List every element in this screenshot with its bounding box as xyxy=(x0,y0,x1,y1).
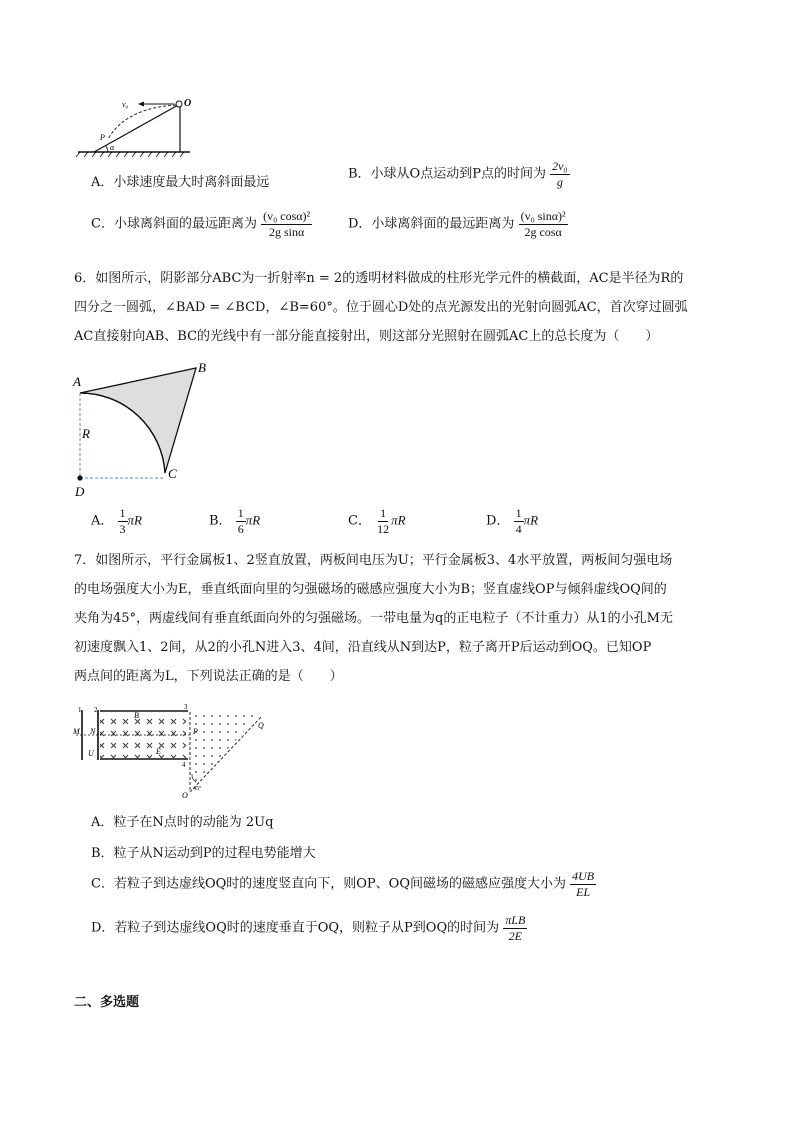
fraction-numerator: 2v₀ xyxy=(552,159,568,173)
q7-figure xyxy=(72,704,272,800)
option-letter: C． xyxy=(348,513,371,529)
q7-label-e: E xyxy=(156,747,161,756)
q5-option-b-text: B．小球从O点运动到P点的时间为 xyxy=(348,166,546,182)
q7-label-u: U xyxy=(88,749,94,758)
q7-label-b: B xyxy=(134,711,139,720)
option-suffix: πR xyxy=(127,512,142,528)
q6-figure xyxy=(70,358,220,500)
q7-option-c xyxy=(91,870,596,898)
q7-option-b-text: B．粒子从N运动到P的过程电势能增大 xyxy=(91,846,316,861)
option-fraction xyxy=(118,507,128,535)
fraction-numerator: 1 xyxy=(515,506,522,520)
q7-label-2: 2 xyxy=(94,706,98,714)
q5-option-a-text: A．小球速度最大时离斜面最远 xyxy=(91,175,270,190)
q7-label-3: 3 xyxy=(184,704,188,711)
q7-label-4: 4 xyxy=(182,761,186,769)
option-fraction xyxy=(375,507,391,535)
fraction-denominator: g xyxy=(556,174,563,189)
q7-option-d-fraction xyxy=(503,914,527,942)
q6-stem-line-1: 6．如图所示，阴影部分ABC为一折射率n = 2的透明材料做成的柱形光学元件的横截面，AC是半径为R的 xyxy=(74,271,684,286)
q7-label-angle: 45° xyxy=(193,786,202,792)
q5-option-d-fraction xyxy=(519,210,568,238)
q6-stem-line-3: AC直接射向AB、BC的光线中有一部分能直接射出，则这部分光照射在圆弧AC上的总长度为（ ） xyxy=(74,329,659,344)
fraction-denominator: EL xyxy=(576,884,591,899)
q7-label-o: O xyxy=(182,791,188,800)
q7-stem-line-4: 初速度飘入1、2间，从2的小孔N进入3、4间，沿直线从N到达P，粒子离开P后运动到OQ。已知OP xyxy=(74,640,652,655)
fraction-denominator: 4 xyxy=(515,521,522,536)
q5-alpha-label: α xyxy=(110,143,115,152)
option-letter: B． xyxy=(209,513,232,529)
q7-stem-line-1: 7．如图所示，平行金属板1、2竖直放置，两板间电压为U；平行金属板3、4水平放置，两板间匀强电场 xyxy=(74,553,673,568)
fraction-numerator: πLB xyxy=(505,913,526,927)
q6-label-d: D xyxy=(75,484,85,499)
q7-stem-line-5: 两点间的距离为L，下列说法正确的是（ ） xyxy=(74,669,343,684)
q5-option-d-text: D．小球离斜面的最远距离为 xyxy=(348,216,515,232)
q5-option-d xyxy=(348,210,568,238)
fraction-numerator: 4UB xyxy=(572,869,595,883)
fraction-denominator: 12 xyxy=(377,521,390,536)
q6-label-c: C xyxy=(168,466,177,481)
q6-option-b xyxy=(209,507,260,535)
q5-v0-label: v₀ xyxy=(122,100,129,109)
q5-option-c xyxy=(91,210,312,238)
q5-option-b xyxy=(348,160,570,188)
q7-option-d xyxy=(91,914,527,942)
option-suffix: πR xyxy=(245,512,261,528)
q7-option-d-text: D．若粒子到达虚线OQ时的速度垂直于OQ，则粒子从P到OQ的时间为 xyxy=(91,920,500,936)
fraction-denominator: 6 xyxy=(237,521,244,536)
q7-stem-line-3: 夹角为45°，两虚线间有垂直纸面向外的匀强磁场。一带电量为q的正电粒子（不计重力）从1的小孔M无 xyxy=(74,611,673,626)
q5-option-c-text: C．小球离斜面的最远距离为 xyxy=(91,216,257,232)
q6-label-b: B xyxy=(198,360,206,375)
q7-stem-line-2: 的电场强度大小为E，垂直纸面向里的匀强磁场的磁感应强度大小为B；竖直虚线OP与倾斜虚线OQ间的 xyxy=(74,582,667,597)
q7-label-1: 1 xyxy=(78,706,82,714)
fraction-denominator: 2g sinα xyxy=(268,224,305,239)
fraction-numerator: 1 xyxy=(380,506,387,520)
fraction-denominator: 2E xyxy=(508,928,522,943)
fraction-denominator: 3 xyxy=(119,521,126,536)
q7-label-m: M xyxy=(73,727,80,736)
fraction-denominator: 2g cosα xyxy=(524,224,562,239)
option-suffix: πR xyxy=(391,512,406,528)
q7-label-q: Q xyxy=(258,721,264,730)
q7-option-c-text: C．若粒子到达虚线OQ时的速度竖直向下，则OP、OQ间磁场的磁感应强度大小为 xyxy=(91,876,566,892)
q7-option-c-fraction xyxy=(570,870,596,898)
q5-option-b-fraction xyxy=(550,160,570,188)
q6-stem xyxy=(74,264,734,351)
q6-stem-line-2: 四分之一圆弧，∠BAD = ∠BCD，∠B=60°。位于圆心D处的点光源发出的光射向圆弧AC，首次穿过圆弧 xyxy=(74,300,688,315)
option-fraction xyxy=(514,507,524,535)
q6-label-a: A xyxy=(73,374,81,389)
fraction-numerator: (v₀ cosα)² xyxy=(263,209,311,223)
option-fraction xyxy=(236,507,246,535)
option-letter: A． xyxy=(91,513,114,529)
q7-stem xyxy=(74,546,734,691)
q5-figure xyxy=(74,94,194,158)
q5-p-label: P xyxy=(100,133,105,142)
fraction-numerator: 1 xyxy=(237,506,244,520)
option-letter: D． xyxy=(486,513,510,529)
q5-option-a xyxy=(91,171,269,190)
q7-option-a-text: A．粒子在N点时的动能为 2Uq xyxy=(91,815,274,830)
q7-option-a xyxy=(91,811,273,830)
q5-o-label: O xyxy=(184,98,192,109)
q6-option-d xyxy=(486,507,538,535)
q7-label-n: N xyxy=(90,727,96,736)
q5-option-c-fraction xyxy=(261,210,312,238)
q7-option-b xyxy=(91,842,316,861)
q6-option-a xyxy=(91,507,142,535)
q6-option-c xyxy=(348,507,406,535)
option-suffix: πR xyxy=(523,512,539,528)
q6-label-r: R xyxy=(82,426,90,441)
q7-label-p: P xyxy=(193,727,198,736)
fraction-numerator: 1 xyxy=(119,506,126,520)
fraction-numerator: (v₀ sinα)² xyxy=(520,209,566,223)
section-heading-multiple-choice: 二、多选题 xyxy=(74,995,140,1010)
